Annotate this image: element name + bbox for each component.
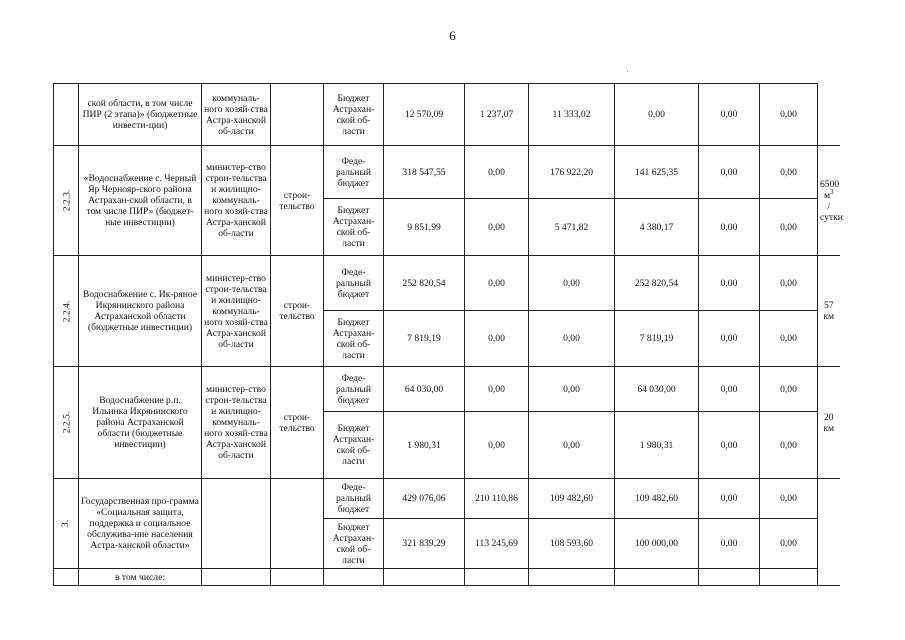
row-number: 2.2.4.	[61, 300, 73, 322]
value-year-1: 0,00	[465, 412, 529, 479]
value-total: 9 851,99	[384, 199, 465, 256]
value-year-1: 113 245,69	[465, 519, 529, 569]
value-year-5: 0,00	[760, 519, 818, 569]
value-year-5: 0,00	[760, 256, 818, 311]
funding-source-cell: Феде-ральный бюджет	[324, 256, 384, 311]
row-number-cell	[54, 256, 79, 367]
capacity-cell	[818, 479, 840, 569]
value-year-4: 0,00	[699, 311, 760, 367]
capacity-value: 6500 $м^3$ / сутки	[820, 178, 843, 223]
funding-source-cell	[324, 569, 384, 586]
value-year-2: 0,00	[529, 412, 615, 479]
value-total	[384, 569, 465, 586]
value-year-1: 1 237,07	[465, 84, 529, 146]
capacity-value: 20 км	[823, 411, 835, 434]
work-type-cell: строи-тельство	[271, 146, 324, 256]
value-total: 252 820,54	[384, 256, 465, 311]
funding-source-cell: Феде-ральный бюджет	[324, 367, 384, 412]
row-number: 3.	[60, 519, 72, 528]
item-name-cell: Водоснабжение с. Ик-ряное Икрянинского района Астраханской области (бюджетные инвестиции)	[79, 256, 202, 367]
value-year-5: 0,00	[760, 311, 818, 367]
executor-cell: министер-ство строи-тельства и жилищно-коммуналь-ного хозяй-ства Астра-ханской об-ласти	[202, 256, 271, 367]
value-year-4: 0,00	[699, 519, 760, 569]
funding-source-cell: Феде-ральный бюджет	[324, 146, 384, 199]
value-year-3: 0,00	[615, 84, 699, 146]
executor-cell: министер-ство строи-тельства и жилищно-коммуналь-ного хозяй-ства Астра-ханской об-ласти	[202, 367, 271, 479]
value-total: 1 980,31	[384, 412, 465, 479]
value-year-1	[465, 569, 529, 586]
value-year-1: 0,00	[465, 146, 529, 199]
capacity-cell	[818, 367, 840, 479]
work-type-cell	[271, 479, 324, 569]
value-year-3: 7 819,19	[615, 311, 699, 367]
row-number-cell	[54, 569, 79, 586]
value-year-3: 4 380,17	[615, 199, 699, 256]
work-type-cell	[271, 569, 324, 586]
value-year-1: 0,00	[465, 311, 529, 367]
executor-cell	[202, 479, 271, 569]
row-number-cell	[54, 479, 79, 569]
value-year-4: 0,00	[699, 412, 760, 479]
value-year-3: 109 482,60	[615, 479, 699, 519]
value-year-1: 0,00	[465, 199, 529, 256]
item-name-cell: Государственная про-грамма «Социальная защита, поддержка и социальное обслужива-ние населения Астра-ханской области»	[79, 479, 202, 569]
value-year-5	[760, 569, 818, 586]
table-row	[54, 479, 840, 519]
work-type-cell: строи-тельство	[271, 256, 324, 367]
capacity-value: 57 км	[823, 300, 835, 322]
value-year-4: 0,00	[699, 367, 760, 412]
value-year-2: 176 922,20	[529, 146, 615, 199]
item-name-cell: «Водоснабжение с. Черный Яр Чернояр-ского района Астрахан-ской области, в том числе ПИР» (бюджет-ные инвестиции)	[79, 146, 202, 256]
page-number: 6	[449, 28, 456, 43]
value-year-3: 252 820,54	[615, 256, 699, 311]
value-year-4: 0,00	[699, 146, 760, 199]
work-type-cell: строи-тельство	[271, 367, 324, 479]
value-total: 64 030,00	[384, 367, 465, 412]
value-year-5: 0,00	[760, 199, 818, 256]
row-number: 2.2.3.	[61, 189, 73, 212]
value-year-2: 109 482,60	[529, 479, 615, 519]
value-year-1: 210 110,86	[465, 479, 529, 519]
table-row	[54, 256, 840, 311]
value-total: 429 076,06	[384, 479, 465, 519]
row-number-cell	[54, 367, 79, 479]
value-year-2: 0,00	[529, 256, 615, 311]
value-year-5: 0,00	[760, 367, 818, 412]
work-type-cell	[271, 84, 324, 146]
funding-source-cell: Бюджет Астрахан-ской об-ласти	[324, 412, 384, 479]
value-total: 318 547,55	[384, 146, 465, 199]
value-year-3: 141 625,35	[615, 146, 699, 199]
value-year-2	[529, 569, 615, 586]
value-total: 12 570,09	[384, 84, 465, 146]
value-year-5: 0,00	[760, 412, 818, 479]
capacity-cell	[818, 84, 840, 146]
value-year-1: 0,00	[465, 367, 529, 412]
value-year-2: 11 333,02	[529, 84, 615, 146]
funding-source-cell: Бюджет Астрахан-ской об-ласти	[324, 311, 384, 367]
executor-cell: министер-ство строи-тельства и жилищно-коммуналь-ного хозяй-ства Астра-ханской об-ласти	[202, 146, 271, 256]
row-number: 2.2.5.	[61, 411, 73, 434]
value-year-4: 0,00	[699, 479, 760, 519]
row-number-cell	[54, 84, 79, 146]
value-total: 321 839,29	[384, 519, 465, 569]
value-year-3	[615, 569, 699, 586]
value-year-4: 0,00	[699, 256, 760, 311]
value-year-1: 0,00	[465, 256, 529, 311]
table-row	[54, 84, 840, 146]
capacity-cell	[818, 146, 843, 256]
item-name-cell: в том числе:	[79, 569, 202, 586]
scan-speck: ·	[626, 66, 629, 76]
budget-table	[53, 83, 843, 586]
table-row	[54, 146, 840, 199]
value-year-4: 0,00	[699, 84, 760, 146]
value-year-2: 108 593,60	[529, 519, 615, 569]
value-year-2: 0,00	[529, 311, 615, 367]
executor-cell	[202, 569, 271, 586]
row-number-cell	[54, 146, 79, 256]
value-year-5: 0,00	[760, 479, 818, 519]
funding-source-cell: Феде-ральный бюджет	[324, 479, 384, 519]
executor-cell: коммуналь-ного хозяй-ства Астра-ханской об-ласти	[202, 84, 271, 146]
value-year-5: 0,00	[760, 146, 818, 199]
capacity-cell	[818, 569, 840, 586]
value-year-5: 0,00	[760, 84, 818, 146]
funding-source-cell: Бюджет Астрахан-ской об-ласти	[324, 519, 384, 569]
value-year-3: 1 980,31	[615, 412, 699, 479]
funding-source-cell: Бюджет Астрахан-ской об-ласти	[324, 199, 384, 256]
capacity-cell	[818, 256, 840, 367]
item-name-cell: Водоснабжение р.п. Ильинка Икрянинского района Астраханской области (бюджетные инвестиции)	[79, 367, 202, 479]
value-year-4	[699, 569, 760, 586]
value-year-2: 5 471,82	[529, 199, 615, 256]
value-year-4: 0,00	[699, 199, 760, 256]
item-name-cell: ской области, в том числе ПИР (2 этапа)» (бюджетные инвести-ции)	[79, 84, 202, 146]
table-row	[54, 367, 840, 412]
value-year-3: 64 030,00	[615, 367, 699, 412]
value-year-3: 100 000,00	[615, 519, 699, 569]
value-year-2: 0,00	[529, 367, 615, 412]
value-total: 7 819,19	[384, 311, 465, 367]
table-row	[54, 569, 840, 586]
funding-source-cell: Бюджет Астрахан-ской об-ласти	[324, 84, 384, 146]
